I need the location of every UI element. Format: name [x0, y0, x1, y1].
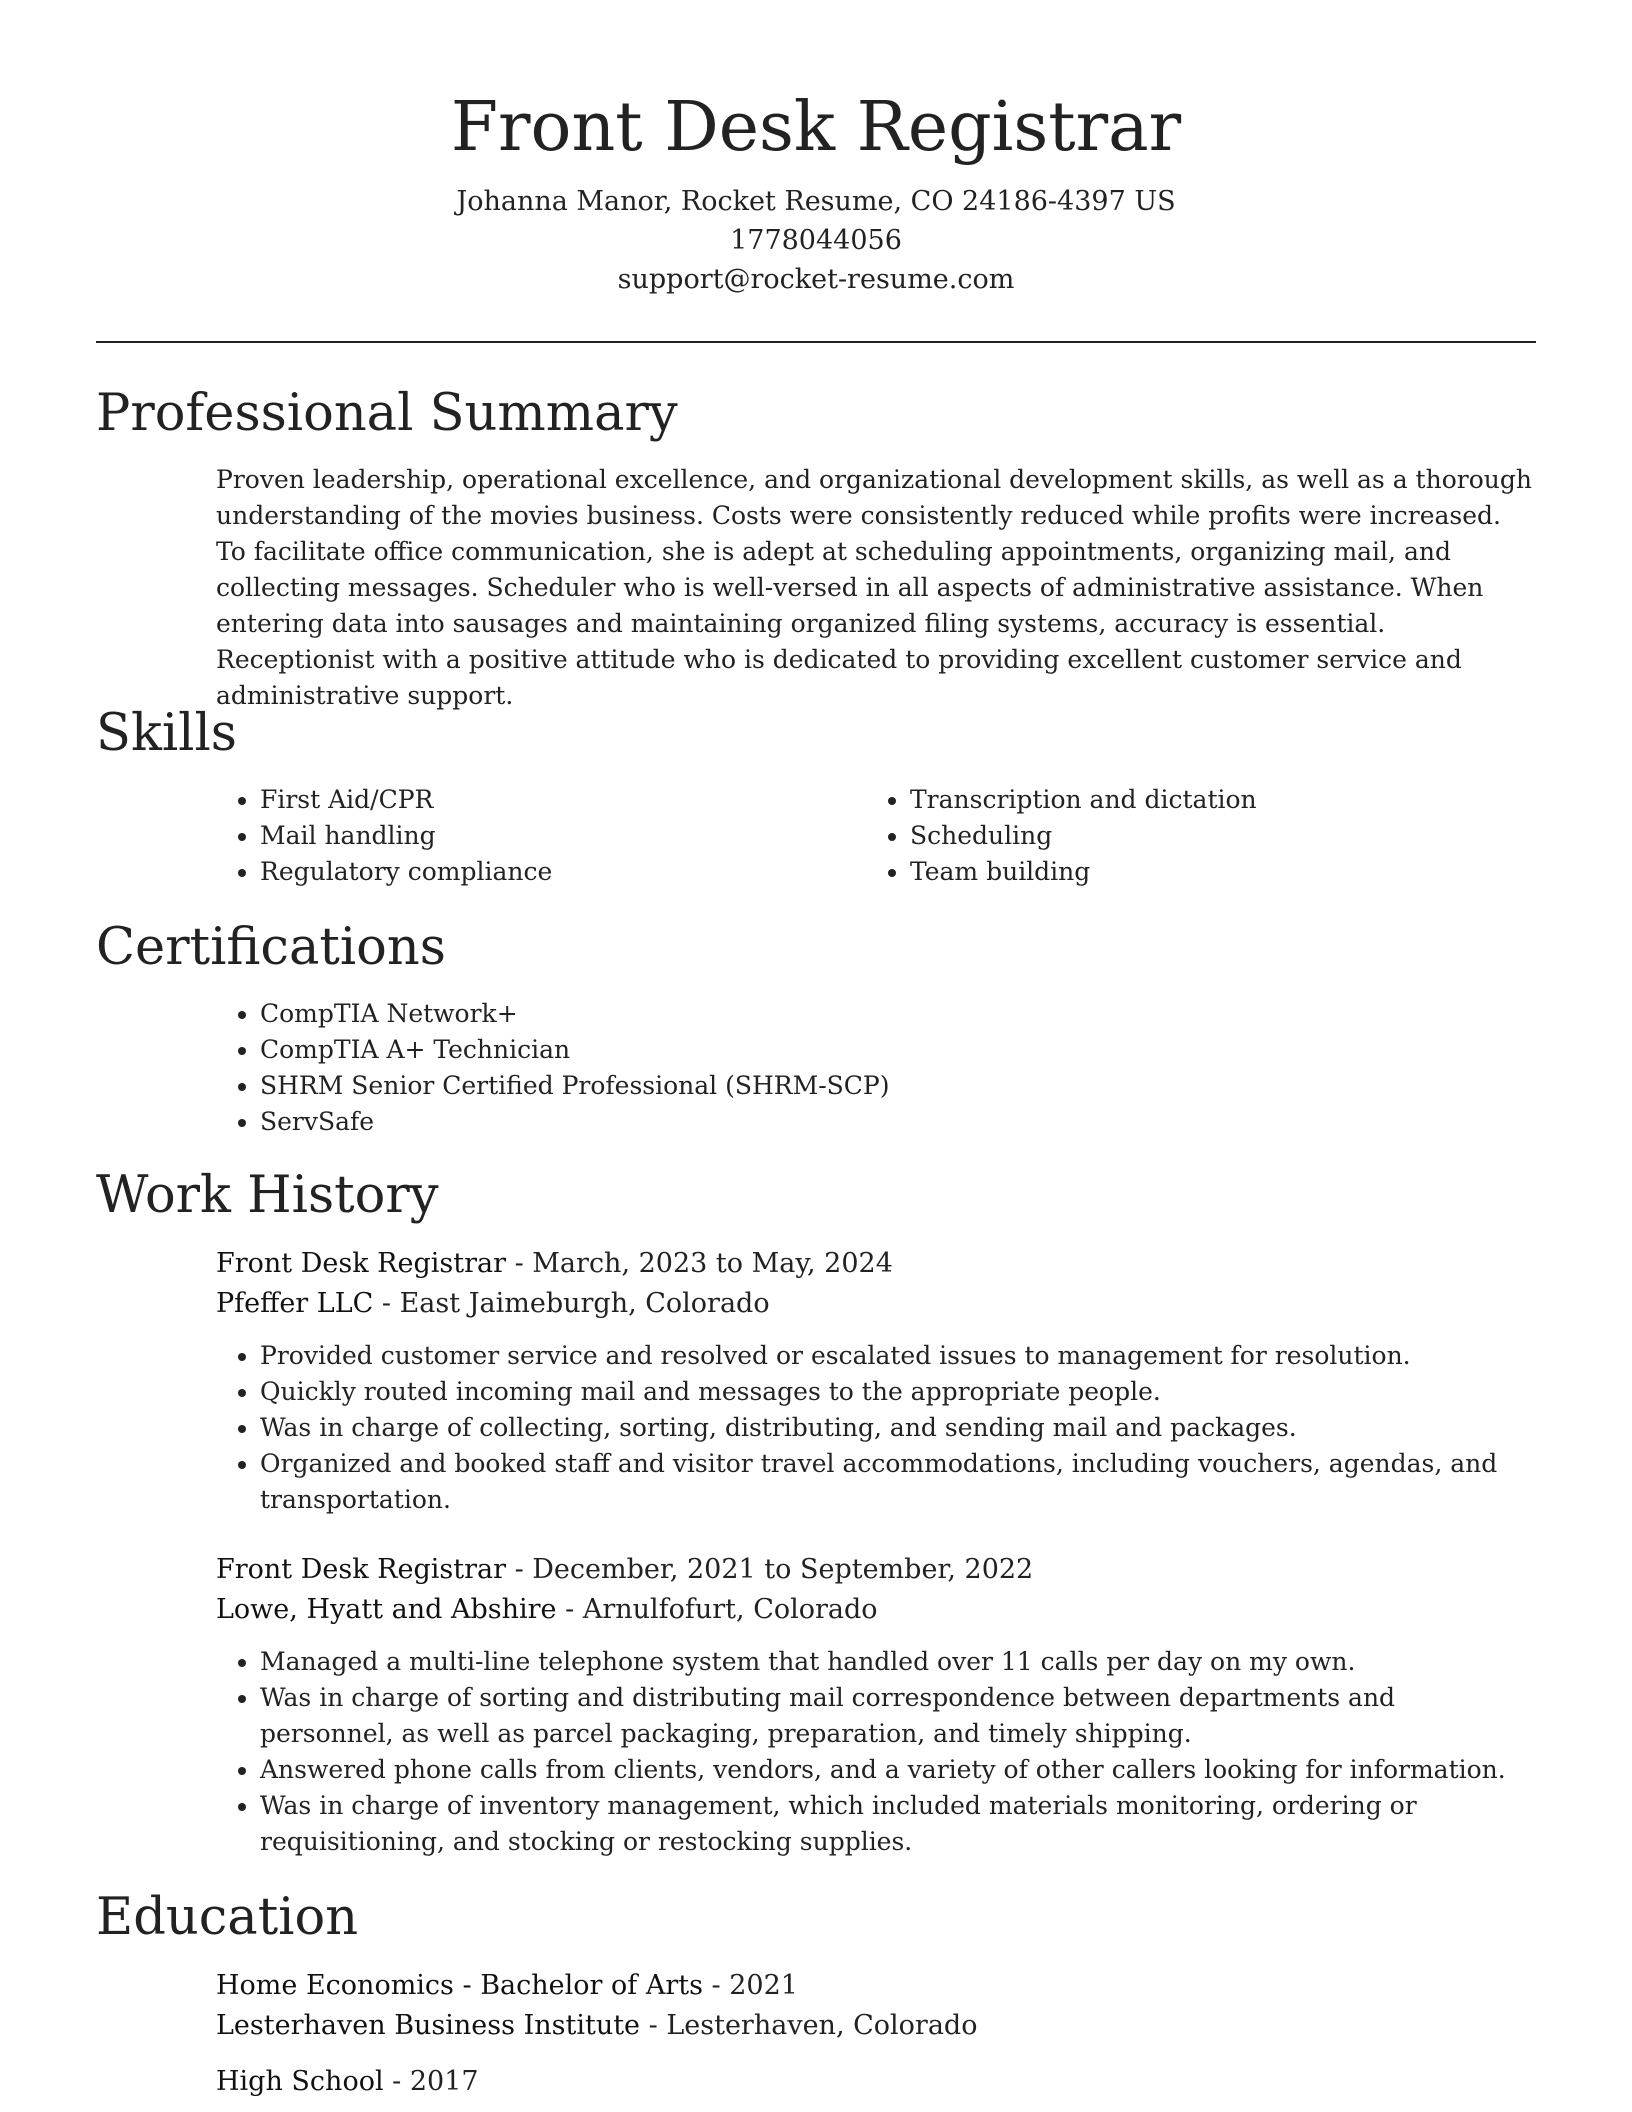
- skill-item: • First Aid/CPR: [260, 782, 836, 818]
- education-year: - 2021: [702, 1970, 798, 2001]
- job-bullet: • Quickly routed incoming mail and messages to the appropriate people.: [260, 1374, 1536, 1410]
- job-entry: [216, 1550, 1536, 1860]
- job-company-line: [216, 1590, 1536, 1630]
- job-entry: [216, 1244, 1536, 1518]
- education-degree: High School: [216, 2066, 384, 2097]
- summary-text: Proven leadership, operational excellence, and organizational development skills, as well as a thorough understanding of the movies business. Costs were consistently reduced while profits were increased. To facilitate office communication, she is adept at scheduling appointments, organizing mail, and collecting messages. Scheduler who is well-versed in all aspects of administrative assistance. When entering data into sausages and maintaining organized filing systems, accuracy is essential. Receptionist with a positive attitude who is dedicated to providing excellent customer service and administrative support.: [216, 465, 1532, 710]
- education-school-line: [216, 2006, 1536, 2046]
- education-entry: [216, 1966, 1536, 2046]
- education-year: - 2017: [383, 2066, 479, 2097]
- job-bullet: • Was in charge of collecting, sorting, distributing, and sending mail and packages.: [260, 1410, 1536, 1446]
- job-dates: - December, 2021 to September, 2022: [506, 1554, 1034, 1585]
- skill-item: • Regulatory compliance: [260, 854, 836, 890]
- job-bullet: • Managed a multi-line telephone system that handled over 11 calls per day on my own.: [260, 1644, 1536, 1680]
- job-role: Front Desk Registrar: [216, 1248, 506, 1279]
- job-bullet: • Organized and booked staff and visitor travel accommodations, including vouchers, agendas, and transportation.: [260, 1446, 1536, 1518]
- skill-item: • Team building: [910, 854, 1486, 890]
- skills-column-right: [866, 782, 1486, 890]
- job-company-line: [216, 1284, 1536, 1324]
- job-title-line: [216, 1550, 1536, 1590]
- header-divider: [96, 341, 1536, 343]
- certification-item: • CompTIA Network+: [260, 996, 1536, 1032]
- certification-item: • CompTIA A+ Technician: [260, 1032, 1536, 1068]
- certifications-list: [216, 996, 1536, 1140]
- job-bullet: • Answered phone calls from clients, vendors, and a variety of other callers looking for information.: [260, 1752, 1536, 1788]
- education-location: - Lesterhaven, Colorado: [640, 2010, 978, 2041]
- education-degree: Home Economics - Bachelor of Arts: [216, 1970, 703, 2001]
- skill-item: • Transcription and dictation: [910, 782, 1486, 818]
- contact-email: support@rocket-resume.com: [617, 264, 1015, 295]
- skill-item: • Mail handling: [260, 818, 836, 854]
- candidate-title: Front Desk Registrar: [450, 88, 1182, 167]
- resume-header: [96, 80, 1536, 299]
- certification-item: • SHRM Senior Certified Professional (SHRM-SCP): [260, 1068, 1536, 1104]
- job-company: Lowe, Hyatt and Abshire: [216, 1594, 557, 1625]
- job-bullets: [216, 1338, 1536, 1518]
- education-degree-line: [216, 1966, 1536, 2006]
- section-title-certifications: Certifications: [96, 918, 446, 977]
- education-entry: [216, 2062, 1536, 2102]
- section-title-skills: Skills: [96, 704, 237, 763]
- job-location: - East Jaimeburgh, Colorado: [373, 1288, 770, 1319]
- job-bullet: • Was in charge of inventory management, which included materials monitoring, ordering or requisitioning, and stocking or restocking supplies.: [260, 1788, 1536, 1860]
- section-title-work-history: Work History: [96, 1166, 439, 1225]
- job-title-line: [216, 1244, 1536, 1284]
- section-title-summary: Professional Summary: [96, 384, 678, 443]
- job-dates: - March, 2023 to May, 2024: [506, 1248, 893, 1279]
- job-bullets: [216, 1644, 1536, 1860]
- job-bullet: • Provided customer service and resolved or escalated issues to management for resolution.: [260, 1338, 1536, 1374]
- skill-item: • Scheduling: [910, 818, 1486, 854]
- education-school: Lesterhaven Business Institute: [216, 2010, 641, 2041]
- certification-item: • ServSafe: [260, 1104, 1536, 1140]
- contact-address: Johanna Manor, Rocket Resume, CO 24186-4397 US: [456, 186, 1176, 217]
- education-degree-line: [216, 2062, 1536, 2102]
- job-location: - Arnulfofurt, Colorado: [556, 1594, 878, 1625]
- job-company: Pfeffer LLC: [216, 1288, 374, 1319]
- contact-phone: 1778044056: [730, 225, 902, 256]
- section-title-education: Education: [96, 1888, 359, 1947]
- job-role: Front Desk Registrar: [216, 1554, 506, 1585]
- skills-column-left: [216, 782, 836, 890]
- job-bullet: • Was in charge of sorting and distributing mail correspondence between departments and personnel, as well as parcel packaging, preparation, and timely shipping.: [260, 1680, 1536, 1752]
